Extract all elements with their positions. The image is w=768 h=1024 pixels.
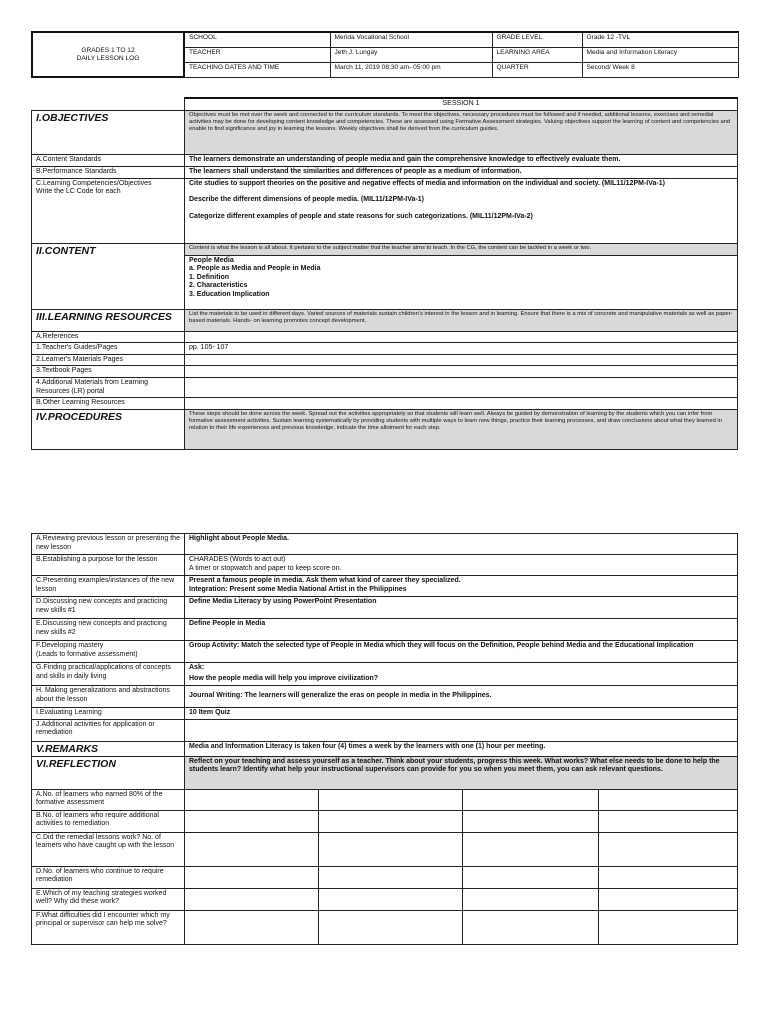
performance-standards-label: B.Performance Standards [32,166,185,178]
grades-line1: GRADES 1 TO 12 [81,46,135,54]
reflection-b-cell [185,810,319,832]
grades-title-box [32,32,184,77]
generalizations-value: Journal Writing: The learners will generalize the eras on people in media in the Philippines. [185,686,738,708]
reflection-b-cell [599,810,738,832]
practical-label: G.Finding practical/applications of concepts and skills in daily living [32,663,185,686]
purpose-line1: CHARADES (Words to act out) [189,556,286,563]
practical-line2: How the people media will help you improve civilization? [189,674,379,682]
other-resources-label: B.Other Learning Resources [32,398,185,410]
reflection-b-cell [319,810,463,832]
school-value: Merida Vocational School [330,32,492,47]
competency-3: Categorize different examples of people and state reasons for such categorizations. (MIL11/12PM-IVa-2) [189,212,533,220]
reflection-a-label: A.No. of learners who earned 80% of the formative assessment [32,789,185,810]
content-title: II.CONTENT [32,243,185,309]
additional-activities-value [185,719,738,741]
reflection-a-cell [463,789,599,810]
reflection-d-cell [319,866,463,888]
presenting-value [185,576,738,597]
teacher-label: TEACHER [184,47,330,62]
dates-label: TEACHING DATES AND TIME [184,62,330,77]
objectives-note: Objectives must be met over the week and connected to the curriculum standards. To meet the objectives, necessary procedures must be followed and if needed, additional lessons, exercises and remedial activities may be done for developing content knowledge and competencies. These are assessed using Formative Assessment strategies. Valuing objectives support the learning of content and competencies and enable to find significance and joy in learning the lessons. Weekly objectives shall be derived from the curriculum guides. [185,110,738,154]
competency-1: Cite studies to support theories on the positive and negative effects of media and information on the individual and society. (MIL11/12PM-IVa-1) [189,179,665,187]
resources-note: List the materials to be used in different days. Varied sources of materials sustain children's interest in the lesson and in learning. Ensure that there is a mix of concrete and manipulative materials as well as paper- based materials. Hands- on learning promotes concept development. [185,309,738,331]
reflection-b-cell [463,810,599,832]
reflection-c-cell [185,832,319,866]
discussing-2-value: Define People in Media [185,619,738,641]
procedures-note: These steps should be done across the week. Spread out the activities appropriately so that students will learn well. Always be guided by demonstration of learning by the students which you can infer from formative assessment activities. Sustain learning systematically by providing students with multiple ways to learn new things, practice their learning processes, and draw conclusions about what they learned in relation to their life experiences and previous knowledge, indicate the time allotment for each step. [185,409,738,449]
lesson-table-bottom [31,533,738,945]
school-label: SCHOOL [184,32,330,47]
reflection-d-cell [599,866,738,888]
reflection-c-cell [319,832,463,866]
content-note: Content is what the lesson is all about. It pertains to the subject matter that the teacher aims to teach. In the CG, the content can be tackled in a week or two. [185,243,738,255]
reflection-e-cell [319,888,463,910]
reflection-c-cell [463,832,599,866]
learning-area-value: Media and Information Literacy [582,47,738,62]
resources-title: III.LEARNING RESOURCES [32,309,185,331]
quarter-value: Second/ Week 8 [582,62,738,77]
competencies-label: C.Learning Competencies/Objectives Write the LC Code for each [32,178,185,243]
remarks-value: Media and Information Literacy is taken four (4) times a week by the learners with one (1) hour per meeting. [185,741,738,756]
discussing-1-label: D.Discussing new concepts and practicing new skills #1 [32,597,185,619]
additional-materials-label: 4.Additional Materials from Learning Resources (LR) portal [32,377,185,397]
practical-line1: Ask: [189,664,205,671]
presenting-label: C.Presenting examples/instances of the new lesson [32,576,185,597]
session-header: SESSION 1 [185,98,738,110]
quarter-label: QUARTER [492,62,582,77]
discussing-2-label: E.Discussing new concepts and practicing new skills #2 [32,619,185,641]
discussing-1-value: Define Media Literacy by using PowerPoint Presentation [185,597,738,619]
grades-line2: DAILY LESSON LOG [76,54,140,62]
reflection-f-cell [599,910,738,944]
reflection-a-cell [319,789,463,810]
textbook-label: 3.Textbook Pages [32,366,185,378]
lesson-table-top [31,97,738,450]
reflection-f-cell [185,910,319,944]
reflection-c-label: C.Did the remedial lessons work? No. of learners who have caught up with the lesson [32,832,185,866]
reflection-e-cell [463,888,599,910]
references-value [185,331,738,343]
reflection-e-cell [185,888,319,910]
reflection-d-cell [185,866,319,888]
references-label: A.References [32,331,185,343]
learning-area-label: LEARNING AREA [492,47,582,62]
additional-activities-label: J.Additional activities for application or remediation [32,719,185,741]
grade-level-value: Grade 12 -TVL [582,32,738,47]
textbook-value [185,366,738,378]
reflection-value: Reflect on your teaching and assess yourself as a teacher. Think about your students, progress this week. What works? What else needs to be done to help the students learn? Identify what help your instructional supervisors can provide for you so when you meet them, you can ask relevant questions. [185,756,738,789]
grade-level-label: GRADE LEVEL [492,32,582,47]
purpose-line2: A timer or stopwatch and paper to keep score on. [189,564,342,572]
competency-2: Describe the different dimensions of people media. (MIL11/12PM-IVa-1) [189,196,424,204]
reviewing-label: A.Reviewing previous lesson or presenting the new lesson [32,534,185,555]
teacher-value: Jeth J. Lungay [330,47,492,62]
competencies-value [185,178,738,243]
presenting-line2: Integration: Present some Media National Artist in the Philippines [189,585,407,593]
reflection-title: VI.REFLECTION [32,756,185,789]
reflection-e-label: E.Which of my teaching strategies worked well? Why did these work? [32,888,185,910]
mastery-value: Group Activity: Match the selected type of People in Media which they will focus on the Definition, People behind Media and the Educational Implication [185,641,738,663]
header-table [31,31,739,78]
other-resources-value [185,398,738,410]
practical-value [185,663,738,686]
learners-materials-value [185,354,738,366]
content-standards-value: The learners demonstrate an understanding of people media and gain the comprehensive knowledge to effectively evaluate them. [185,154,738,166]
content-body: People Media a. People as Media and People in Media 1. Definition 2. Characteristics 3. Education Implication [185,255,738,309]
evaluating-label: I.Evaluating Learning [32,708,185,720]
purpose-value [185,555,738,576]
reflection-f-cell [463,910,599,944]
mastery-label: F.Developing mastery (Leads to formative assessment) [32,641,185,663]
content-standards-label: A.Content Standards [32,154,185,166]
objectives-title: I.OBJECTIVES [32,110,185,154]
reflection-b-label: B.No. of learners who require additional activities to remediation [32,810,185,832]
reflection-f-label: F.What difficulties did I encounter which my principal or supervisor can help me solve? [32,910,185,944]
purpose-label: B.Establishing a purpose for the lesson [32,555,185,576]
performance-standards-value: The learners shall understand the similarities and differences of people as a medium of information. [185,166,738,178]
reflection-f-cell [319,910,463,944]
presenting-line1: Present a famous people in media. Ask them what kind of career they specialized. [189,577,461,584]
teachers-guide-value: pp. 105- 107 [185,343,738,355]
reviewing-value: Highlight about People Media. [185,534,738,555]
reflection-c-cell [599,832,738,866]
evaluating-value: 10 Item Quiz [185,708,738,720]
teachers-guide-label: 1.Teacher's Guides/Pages [32,343,185,355]
generalizations-label: H. Making generalizations and abstractions about the lesson [32,686,185,708]
reflection-a-cell [185,789,319,810]
reflection-d-cell [463,866,599,888]
reflection-e-cell [599,888,738,910]
dates-value: March 11, 2019 08:30 am- 05:00 pm [330,62,492,77]
procedures-title: IV.PROCEDURES [32,409,185,449]
remarks-title: V.REMARKS [32,741,185,756]
additional-materials-value [185,377,738,397]
learners-materials-label: 2.Learner's Materials Pages [32,354,185,366]
reflection-a-cell [599,789,738,810]
reflection-d-label: D.No. of learners who continue to require remediation [32,866,185,888]
